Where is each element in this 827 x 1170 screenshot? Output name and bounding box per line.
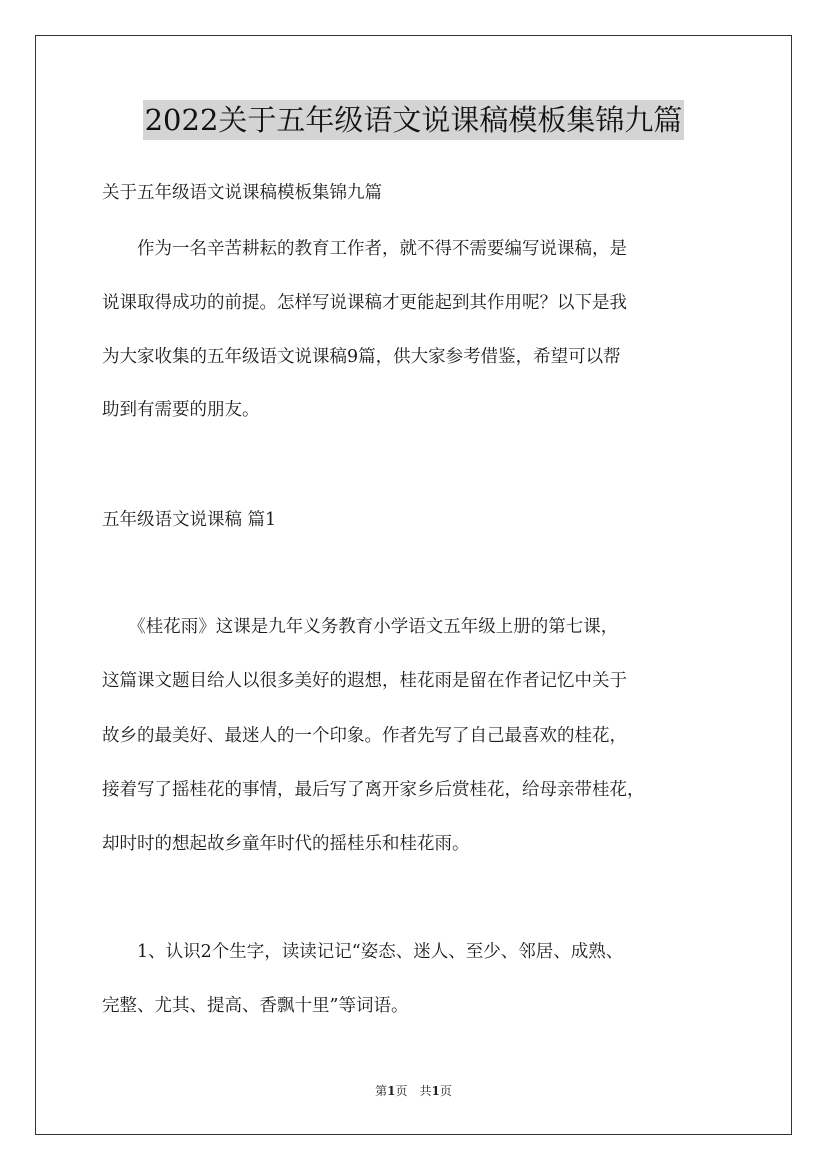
section-line-3: 故乡的最美好、最迷人的一个印象。作者先写了自己最喜欢的桂花， [102, 726, 627, 746]
goal-line-2: 完整、尤其、提高、香飘十里”等词语。 [102, 996, 409, 1016]
section-line-4: 接着写了摇桂花的事情，最后写了离开家乡后赏桂花，给母亲带桂花， [102, 780, 645, 800]
intro-line-3: 为大家收集的五年级语文说课稿9篇，供大家参考借鉴，希望可以帮 [102, 347, 621, 367]
intro-line-4: 助到有需要的朋友。 [102, 400, 260, 420]
footer-suffix: 页 [439, 1084, 452, 1098]
section-line-1: 《桂花雨》这课是九年义务教育小学语文五年级上册的第七课， [102, 617, 619, 637]
intro-line-1: 作为一名辛苦耕耘的教育工作者，就不得不需要编写说课稿，是 [102, 239, 627, 259]
title-container [0, 100, 827, 140]
document-title: 2022关于五年级语文说课稿模板集锦九篇 [143, 100, 685, 140]
page-footer [0, 1083, 827, 1099]
document-subtitle: 关于五年级语文说课稿模板集锦九篇 [102, 183, 382, 203]
footer-current-page: 1 [387, 1084, 396, 1098]
section-heading: 五年级语文说课稿 篇1 [102, 510, 277, 530]
footer-prefix: 第 [375, 1084, 388, 1098]
footer-total-pages: 1 [431, 1084, 440, 1098]
section-line-2: 这篇课文题目给人以很多美好的遐想，桂花雨是留在作者记忆中关于 [102, 671, 627, 691]
section-line-5: 却时时的想起故乡童年时代的摇桂乐和桂花雨。 [102, 834, 470, 854]
footer-mid: 页 共 [395, 1084, 432, 1098]
goal-line-1: 1、认识2个生字，读读记记“姿态、迷人、至少、邻居、成熟、 [102, 942, 624, 962]
intro-line-2: 说课取得成功的前提。怎样写说课稿才更能起到其作用呢？以下是我 [102, 293, 627, 313]
